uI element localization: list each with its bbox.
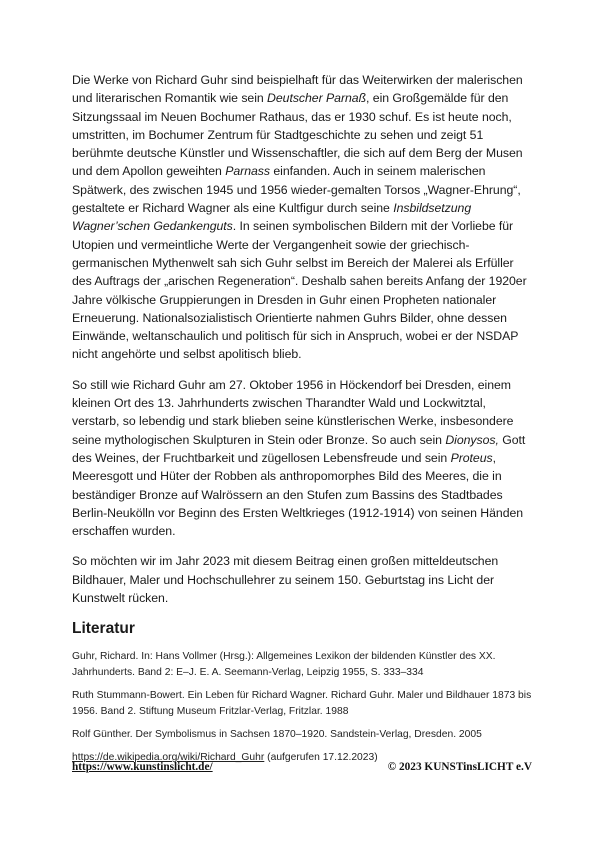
wikipedia-link[interactable]: https://de.wikipedia.org/wiki/Richard_Guhr — [72, 752, 265, 764]
paragraph-2 — [72, 376, 532, 541]
text-run: einfanden. Auch in seinem malerischen Spätwerk, des zwischen 1945 und 1956 wieder-gemalten Torsos „Wagner-Ehrung“, gestaltete er Richard Wagner als eine Kultfigur durch seine — [72, 164, 521, 216]
text-run: , Meeresgott und Hüter der Robben als anthropomorphes Bild des Meeres, die in beständiger Bronze auf Walrössern an den Stufen zum Bassins des Stadtbades Berlin-Neukölln vor Beginn des Ersten Weltkrieges (1912-1914) von seinen Händen erschaffen wurden. — [72, 450, 524, 539]
document-page — [72, 71, 532, 773]
paragraph-3 — [72, 552, 532, 607]
italic-title: Insbildsetzung Wagner’schen Gedankenguts — [72, 201, 472, 234]
italic-title: Dionysos, — [445, 432, 499, 447]
literature-entry: Rolf Günther. Der Symbolismus in Sachsen 1870–1920. Sandstein-Verlag, Dresden. 2005 — [72, 729, 482, 741]
text-run: , ein Großgemälde für den Sitzungssaal im Neuen Bochumer Rathaus, das er 1930 schuf. Es ist heute noch, umstritten, im Bochumer Zentrum für Stadtgeschichte zu sehen und zeigt 51 berühmte deutsche Künstler und Wissenschaftler, die sich auf dem Berg der Musen und dem Apollon geweihten — [72, 91, 523, 179]
link-access-date: (aufgerufen 17.12.2023) — [264, 752, 378, 764]
text-run: So möchten wir im Jahr 2023 mit diesem Beitrag einen großen mitteldeutschen Bildhauer, Maler und Hochschullehrer zu seinem 150. Geburtstag ins Licht der Kunstwelt rücken. — [72, 554, 499, 606]
italic-title: Parnass — [225, 164, 270, 179]
text-run: Gott des Weines, der Fruchtbarkeit und zügellosen Lebensfreude und sein — [72, 432, 526, 465]
literature-entry: Guhr, Richard. In: Hans Vollmer (Hrsg.): Allgemeines Lexikon der bildenden Künstler des XX. Jahrhunderts. Band 2: E–J. E. A. Seemann-Verlag, Leipzig 1955, S. 333–334 — [72, 651, 496, 679]
text-run: So still wie Richard Guhr am 27. Oktober 1956 in Höckendorf bei Dresden, einem kleinen Ort des 13. Jahrhunderts zwischen Tharandter Wald und Lockwitztal, verstarb, so lebendig und stark blieben seine künstlerischen Werke, insbesondere seine mythologischen Skulpturen in Stein oder Bronze. So auch sein — [72, 377, 514, 447]
footer-website-link[interactable]: https://www.kunstinslicht.de/ — [72, 761, 213, 773]
literature-heading: Literatur — [72, 620, 135, 638]
italic-title: Deutscher Parnaß — [267, 91, 367, 106]
italic-title: Proteus — [450, 450, 493, 465]
literature-entry: Ruth Stummann-Bowert. Ein Leben für Richard Wagner. Richard Guhr. Maler und Bildhauer 1873 bis 1956. Band 2. Stiftung Museum Fritzlar-Verlag, Fritzlar. 1988 — [72, 690, 532, 718]
text-run: Die Werke von Richard Guhr sind beispielhaft für das Weiterwirken der malerischen und literarischen Romantik wie sein — [72, 73, 523, 106]
page-footer — [72, 761, 532, 773]
paragraph-1 — [72, 71, 532, 364]
text-run: . In seinen symbolischen Bildern mit der Vorliebe für Utopien und vermeintliche Werte der Vergangenheit sowie der griechisch-germanischen Mythenwelt sah sich Guhr selbst im Bereich der Malerei als Erfüller des Auftrags der „arischen Regeneration“. Deshalb sahen bereits Anfang der 1920er Jahre völkische Gruppierungen in Dresden in Guhr einen Propheten nationaler Erneuerung. Nationalsozialistisch Orientierte nahmen Guhrs Bilder, ohne dessen Einwände, weltanschaulich und politisch für sich in Anspruch, wobei er der NSDAP nicht angehörte und selbst apolitisch blieb. — [72, 219, 527, 362]
footer-copyright: © 2023 KUNSTinsLICHT e.V — [387, 761, 532, 773]
